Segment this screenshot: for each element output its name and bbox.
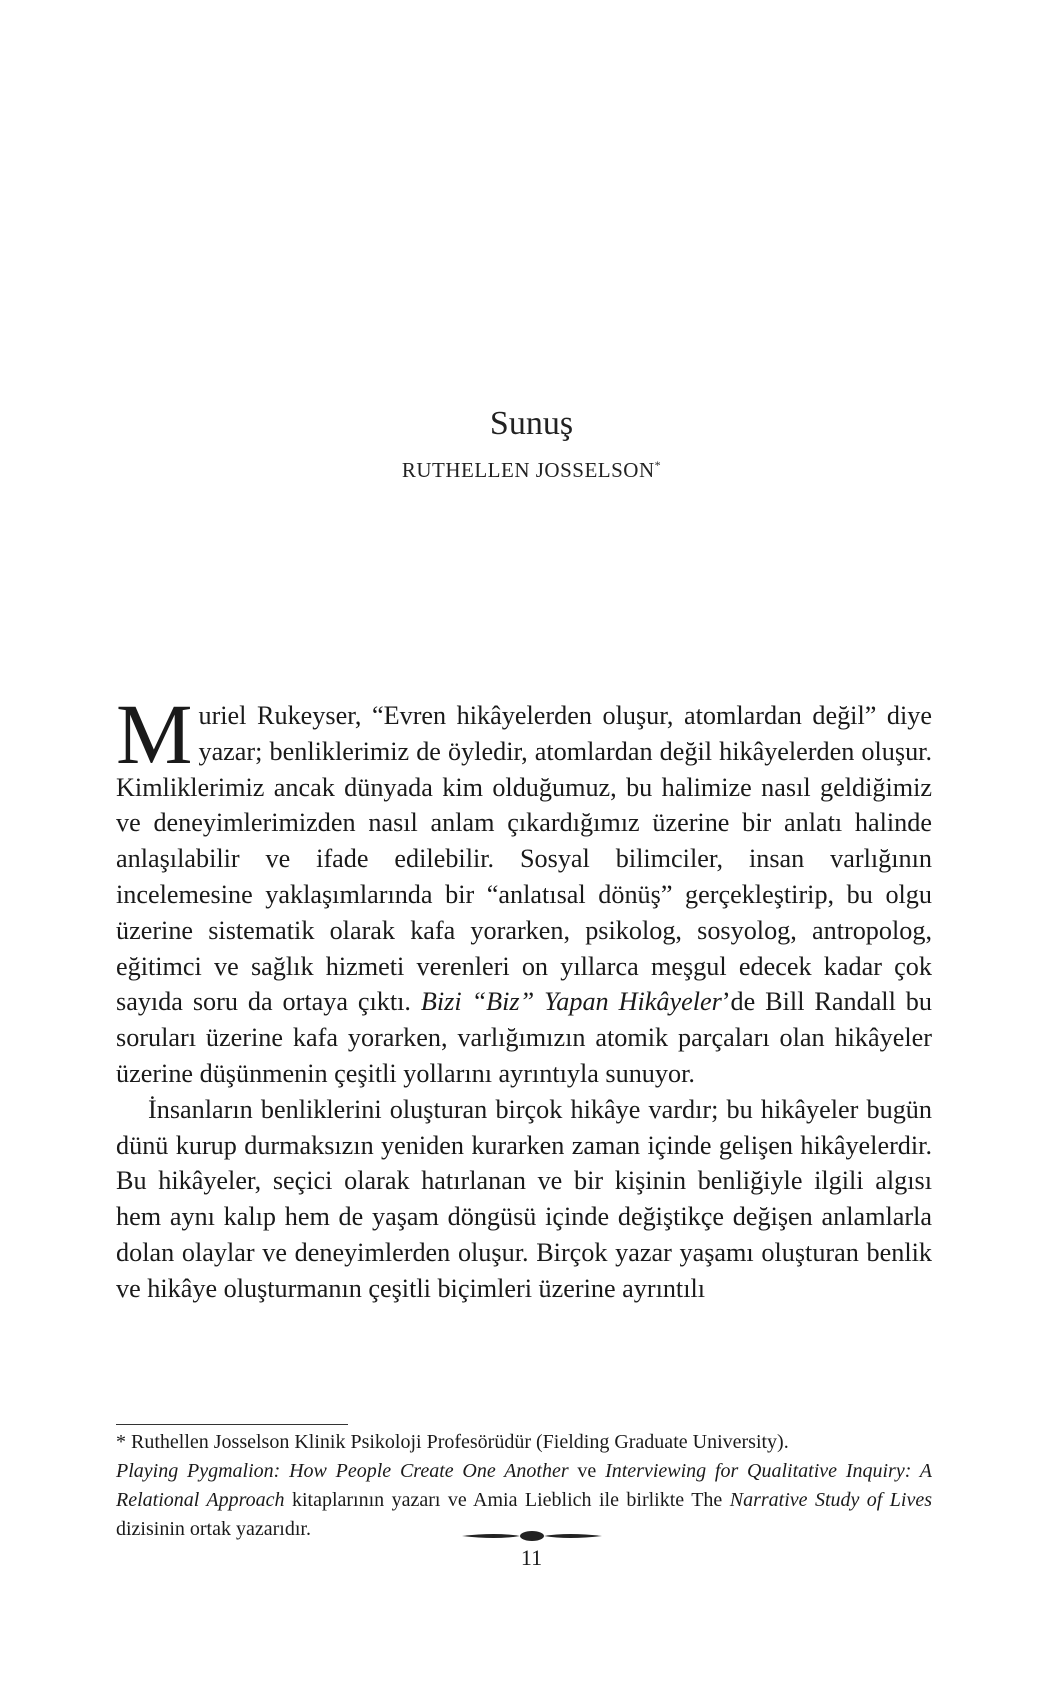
footnote-book-1: Playing Pygmalion: How People Create One Another <box>116 1460 569 1482</box>
ornament-divider-icon <box>460 1529 604 1543</box>
paragraph-1-part-b: ’de Bill Randall bu soruları üzerine kafa yorarken, varlığımızın atomik parçaları olan hikâyeler üzerine düşünmenin çeşitli yollarını ayrıntıyla sunuyor. <box>116 987 932 1088</box>
chapter-author <box>0 458 1063 483</box>
footnote-end: dizisinin ortak yazarıdır. <box>116 1518 311 1540</box>
footnote-divider <box>116 1424 348 1425</box>
footnote-mid: kitaplarının yazarı ve Amia Lieblich ile birlikte The <box>284 1489 730 1511</box>
drop-cap: M <box>116 686 193 782</box>
paragraph-2: İnsanların benliklerini oluşturan birçok hikâye vardır; bu hikâyeler bugün dünü kurup durmaksızın yeniden kurarken zaman içinde gelişen hikâyelerdir. Bu hikâyeler, seçici olarak hatırlanan ve bir kişinin benliğiyle ilgili algısı hem aynı kalıp hem de yaşam döngüsü içinde değiştikçe değişen anlamlarla dolan olaylar ve deneyimlerden oluşur. Birçok yazar yaşamı oluşturan benlik ve hikâye oluşturmanın çeşitli biçimleri üzerine ayrıntılı <box>116 1094 932 1303</box>
footnote-marker: * <box>654 458 662 472</box>
footnote-line-1: * Ruthellen Josselson Klinik Psikoloji Profesörüdür (Fielding Graduate University). <box>116 1431 789 1453</box>
footnote-book-3: Narrative Study of Lives <box>729 1489 933 1511</box>
chapter-title: Sunuş <box>489 405 574 442</box>
book-title: Bizi “Biz” Yapan Hikâyeler <box>420 987 722 1017</box>
footnote-and: ve <box>568 1460 606 1482</box>
paragraph-1 <box>116 686 932 1092</box>
author-name: RUTHELLEN JOSSELSON <box>401 458 655 482</box>
footnote-book-2: Interviewing for Qualitative Inquiry: A Relational Approach <box>116 1460 932 1511</box>
body-text <box>116 686 932 1307</box>
footnote <box>116 1428 932 1544</box>
paragraph-1-part-a: uriel Rukeyser, “Evren hikâyelerden oluşur, atomlardan değil” diye yazar; benliklerimiz de öyledir, atomlardan değil hikâyelerden oluşur. Kimliklerimiz ancak dünyada kim olduğumuz, bu halimize nasıl geldiğimiz ve deneyimlerimizden nasıl anlam çıkardığımız üzerine bir anlatı halinde anlaşılabilir ve ifade edilebilir. Sosyal bilimciler, insan varlığının incelemesine yaklaşımlarında bir “anlatısal dönüş” gerçekleştirip, bu olgu üzerine sistematik olarak kafa yorarken, psikolog, sosyolog, antropolog, eğitimci ve sağlık hizmeti verenleri on yıllarca meşgul edecek kadar çok sayıda soru da ortaya çıktı. <box>116 701 932 1017</box>
page-number: 11 <box>520 1545 543 1570</box>
